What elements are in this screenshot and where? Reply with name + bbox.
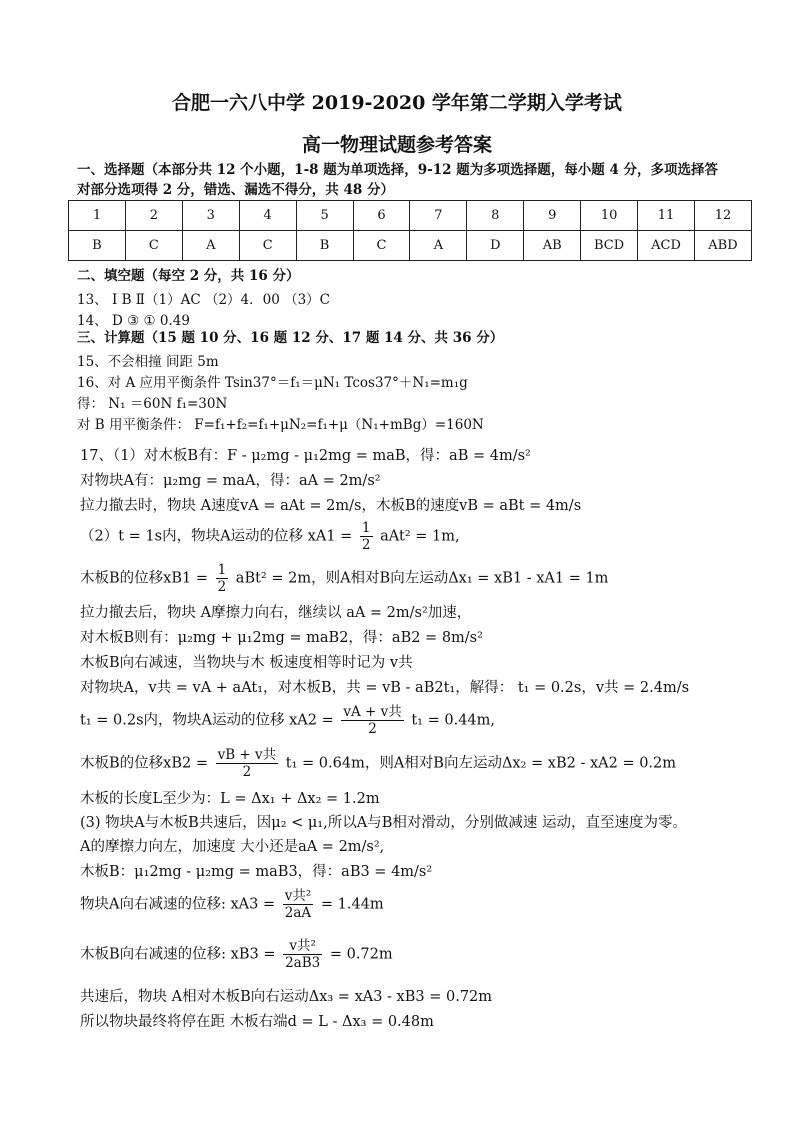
table-cell: AB xyxy=(524,231,581,261)
q17-line-fraction xyxy=(80,938,393,971)
answer-line-14: 14、 D ③ ① 0.49 xyxy=(77,313,190,329)
fraction xyxy=(341,704,403,737)
q17-line: A的摩擦力向左，加速度 大小还是aA = 2m/s², xyxy=(80,839,385,855)
q17-line: (3) 物块A与木板B共速后，因μ₂ < μ₁,所以A与B相对滑动，分别做减速 运动，直至速度为零。 xyxy=(80,815,687,831)
choice-answer-table xyxy=(68,200,752,261)
table-cell: C xyxy=(239,231,296,261)
table-cell: ABD xyxy=(694,231,751,261)
fraction-denominator: 2 xyxy=(217,579,227,595)
fraction-numerator: 1 xyxy=(217,562,227,578)
table-cell: D xyxy=(467,231,524,261)
q17-line: 17、（1）对木板B有：F - μ₂mg - μ₁2mg = maB，得：aB = 4m/s² xyxy=(80,448,531,464)
fraction-denominator: 2 xyxy=(361,537,371,553)
section1-heading: 一、选择题（本部分共 12 个小题，1-8 题为单项选择，9-12 题为多项选择题，每小题 4 分，多项选择答对部分选项得 2 分，错选、漏选不得分，共 48 分） xyxy=(77,162,719,198)
q17-line: 对物块A有：μ₂mg = maA，得：aA = 2m/s² xyxy=(80,473,381,489)
table-cell: 4 xyxy=(239,201,296,231)
fraction-denominator: 2aA xyxy=(284,905,312,921)
math-text: = 0.72m xyxy=(329,946,393,963)
q17-line: 对木板B则有：μ₂mg + μ₁2mg = maB2，得：aB2 = 8m/s² xyxy=(80,630,483,646)
table-cell: B xyxy=(296,231,353,261)
answer-line-13: 13、 Ⅰ B Ⅱ（1）AC （2）4．00 （3）C xyxy=(77,292,331,308)
table-row-answers xyxy=(69,231,752,261)
answer-subtitle: 高一物理试题参考答案 xyxy=(301,134,492,156)
table-cell: C xyxy=(353,231,410,261)
table-cell: C xyxy=(125,231,182,261)
answer-line-16c: 对 B 用平衡条件： F=f₁+f₂=f₁+μN₂=f₁+μ（N₁+mBg）=160N xyxy=(77,417,484,433)
q17-line: 木板B向右减速，当物块与木 板速度相等时记为 v共 xyxy=(80,655,413,671)
math-text: t₁ = 0.44m, xyxy=(411,712,496,729)
q17-line: 拉力撤去后，物块 A摩擦力向右，继续以 aA = 2m/s²加速， xyxy=(80,605,472,621)
table-cell: ACD xyxy=(638,231,695,261)
table-cell: 7 xyxy=(410,201,467,231)
math-text: = 1.44m xyxy=(320,896,384,913)
math-text: aAt² = 1m, xyxy=(380,528,460,545)
fraction-denominator: 2aB3 xyxy=(285,955,321,971)
answer-line-16a: 16、对 A 应用平衡条件 Tsin37°＝f₁＝μN₁ Tcos37°＋N₁=m₁g xyxy=(77,375,468,391)
table-cell: 9 xyxy=(524,201,581,231)
answer-line-15: 15、不会相撞 间距 5m xyxy=(77,354,219,370)
q17-line: 对物块A，v共 = vA + aAt₁，对木板B，共 = vB - aB2t₁，解得： t₁ = 0.2s，v共 = 2.4m/s xyxy=(80,680,690,696)
q17-line-fraction xyxy=(80,562,608,595)
table-row-numbers xyxy=(69,201,752,231)
math-text: 木板B向右减速的位移: xB3 = xyxy=(80,946,276,963)
fraction xyxy=(216,747,279,780)
table-cell: 2 xyxy=(125,201,182,231)
section3-heading: 三、计算题（15 题 10 分、16 题 12 分、17 题 14 分、共 36 分） xyxy=(77,330,504,346)
math-text: 物块A向右减速的位移: xA3 = xyxy=(80,896,276,913)
table-cell: 8 xyxy=(467,201,524,231)
fraction-numerator: vA + v共 xyxy=(343,704,402,720)
math-text: t₁ = 0.2s内，物块A运动的位移 xA2 = xyxy=(80,712,334,729)
fraction xyxy=(360,520,373,553)
answer-line-16b: 得： N₁ ＝60N f₁=30N xyxy=(77,396,228,412)
q17-line-fraction xyxy=(80,888,384,921)
math-text: t₁ = 0.64m，则A相对B向左运动Δx₂ = xB2 - xA2 = 0.2m xyxy=(285,755,677,772)
fraction-denominator: 2 xyxy=(242,764,252,780)
math-text: （2）t = 1s内，物块A运动的位移 xA1 = xyxy=(80,528,353,545)
table-cell: A xyxy=(410,231,467,261)
table-cell: B xyxy=(69,231,126,261)
table-cell: 3 xyxy=(182,201,239,231)
table-cell: 12 xyxy=(694,201,751,231)
fraction xyxy=(283,938,322,971)
fraction-numerator: v共² xyxy=(283,938,322,955)
fraction-numerator: v共² xyxy=(284,888,312,904)
fraction-numerator: vB + v共 xyxy=(217,747,277,763)
table-cell: 1 xyxy=(69,201,126,231)
q17-line: 木板B：μ₁2mg - μ₂mg = maB3，得：aB3 = 4m/s² xyxy=(80,864,433,880)
q17-line-fraction xyxy=(80,704,495,737)
q17-line: 木板的长度L至少为：L = Δx₁ + Δx₂ = 1.2m xyxy=(80,791,380,807)
table-cell: 5 xyxy=(296,201,353,231)
fraction-denominator: 2 xyxy=(368,721,377,737)
table-cell: A xyxy=(182,231,239,261)
q17-line: 拉力撤去时，物块 A速度vA = aAt = 2m/s，木板B的速度vB = aBt = 4m/s xyxy=(80,498,582,514)
q17-line-fraction xyxy=(80,747,676,780)
fraction xyxy=(216,562,229,595)
table-cell: 6 xyxy=(353,201,410,231)
exam-title: 合肥一六八中学 2019-2020 学年第二学期入学考试 xyxy=(172,92,622,114)
q17-line: 共速后，物块 A相对木板B向右运动Δx₃ = xA3 - xB3 = 0.72m xyxy=(80,989,493,1005)
math-text: 木板B的位移xB1 = xyxy=(80,570,208,587)
table-cell: 11 xyxy=(638,201,695,231)
table-cell: 10 xyxy=(581,201,638,231)
math-text: 木板B的位移xB2 = xyxy=(80,755,208,772)
q17-line-fraction xyxy=(80,520,460,553)
section2-heading: 二、填空题（每空 2 分，共 16 分） xyxy=(77,268,300,284)
fraction-numerator: 1 xyxy=(361,520,371,536)
fraction xyxy=(283,888,314,921)
table-cell: BCD xyxy=(581,231,638,261)
math-text: aBt² = 2m，则A相对B向左运动Δx₁ = xB1 - xA1 = 1m xyxy=(235,570,609,587)
q17-line: 所以物块最终将停在距 木板右端d = L - Δx₃ = 0.48m xyxy=(80,1014,434,1030)
